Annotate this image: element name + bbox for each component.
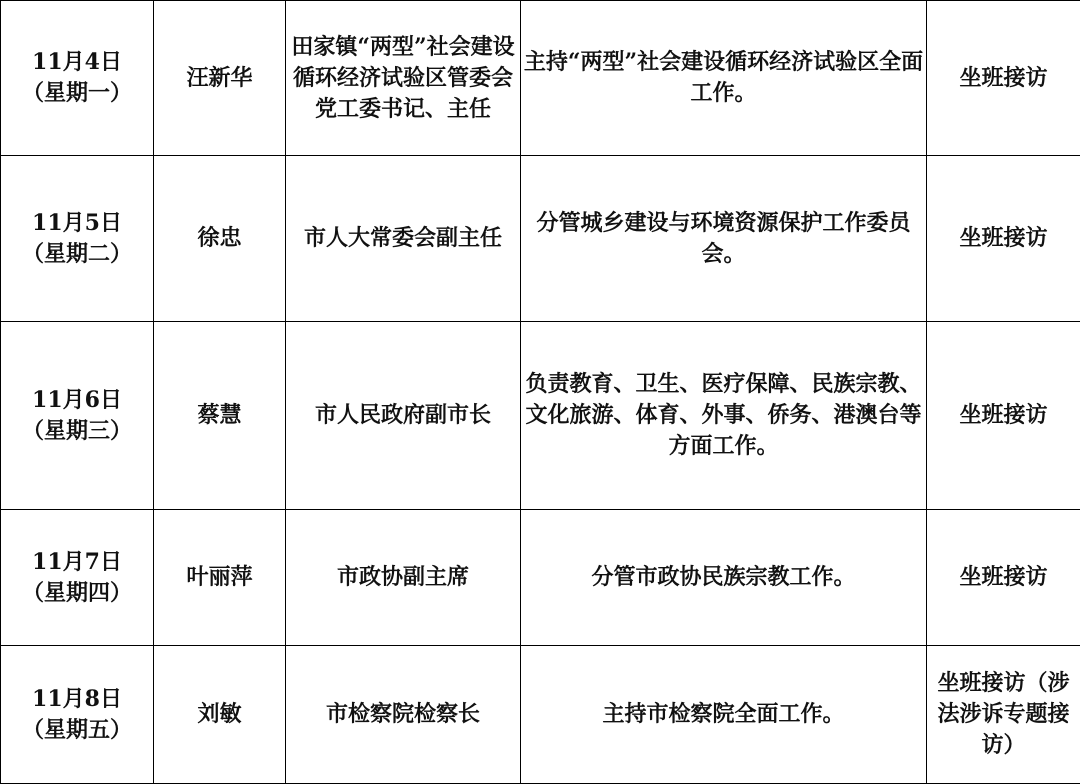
weekday-text: （星期二） [3,239,151,270]
official-name: 徐忠 [154,156,286,322]
official-title: 田家镇“两型”社会建设循环经济试验区管委会党工委书记、主任 [286,1,521,156]
date-cell [1,646,154,784]
table-row [1,510,1080,646]
table-row [1,322,1080,510]
official-title: 市检察院检察长 [286,646,521,784]
date-cell [1,510,154,646]
reception-type: 坐班接访（涉法涉诉专题接访） [927,646,1080,784]
official-name: 蔡慧 [154,322,286,510]
date-text: 11月8日 [3,684,151,715]
official-duty: 分管市政协民族宗教工作。 [521,510,927,646]
date-cell [1,322,154,510]
date-text: 11月7日 [3,547,151,578]
date-text: 11月5日 [3,208,151,239]
weekday-text: （星期四） [3,578,151,609]
reception-type: 坐班接访 [927,1,1080,156]
weekday-text: （星期一） [3,78,151,109]
official-duty: 主持“两型”社会建设循环经济试验区全面工作。 [521,1,927,156]
date-cell [1,156,154,322]
official-title: 市政协副主席 [286,510,521,646]
reception-type: 坐班接访 [927,322,1080,510]
table-row [1,646,1080,784]
official-title: 市人民政府副市长 [286,322,521,510]
official-name: 叶丽萍 [154,510,286,646]
date-text: 11月6日 [3,385,151,416]
date-text: 11月4日 [3,47,151,78]
official-duty: 分管城乡建设与环境资源保护工作委员会。 [521,156,927,322]
official-name: 刘敏 [154,646,286,784]
reception-type: 坐班接访 [927,510,1080,646]
official-name: 汪新华 [154,1,286,156]
date-cell [1,1,154,156]
table-row [1,1,1080,156]
weekday-text: （星期三） [3,416,151,447]
reception-type: 坐班接访 [927,156,1080,322]
official-title: 市人大常委会副主任 [286,156,521,322]
table-row [1,156,1080,322]
weekday-text: （星期五） [3,715,151,746]
official-duty: 负责教育、卫生、医疗保障、民族宗教、文化旅游、体育、外事、侨务、港澳台等方面工作。 [521,322,927,510]
official-duty: 主持市检察院全面工作。 [521,646,927,784]
